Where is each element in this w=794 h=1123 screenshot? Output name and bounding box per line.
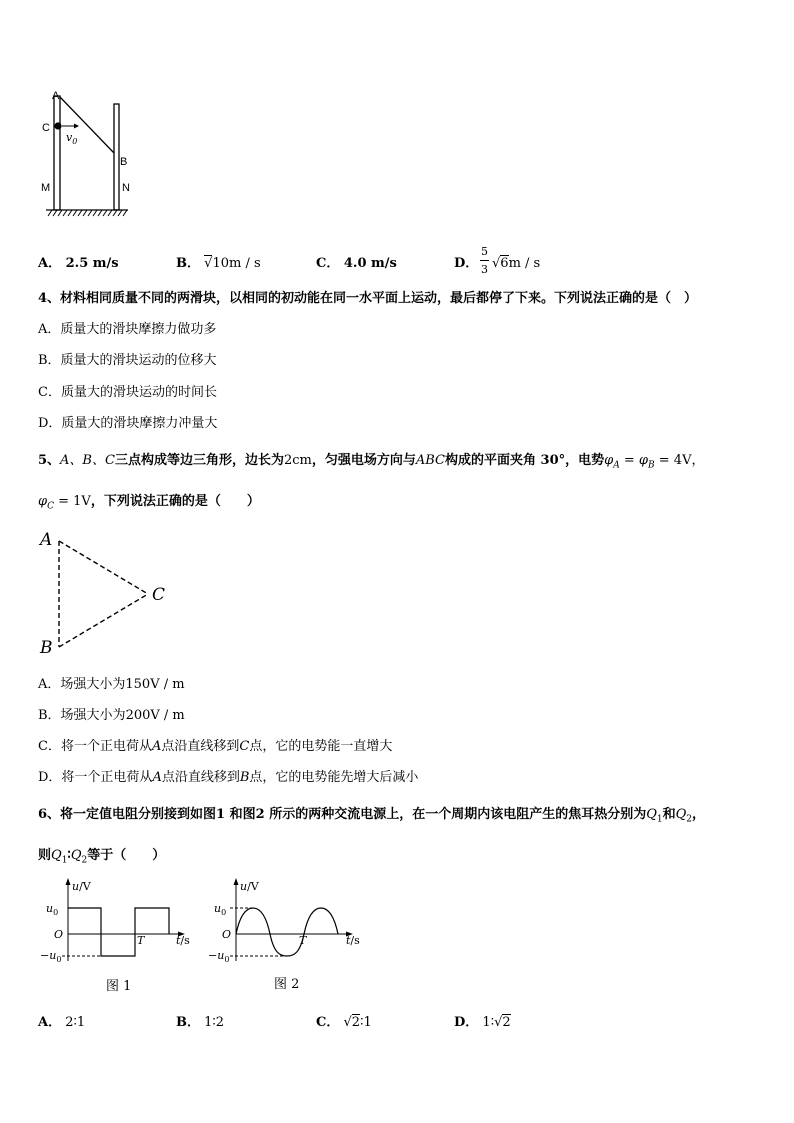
q4-option-a: A．质量大的滑块摩擦力做功多 <box>38 322 217 337</box>
fig2-caption: 图 2 <box>274 977 300 992</box>
q6-stem-line2: 则$Q_1∶Q_2$等于（ ） <box>38 848 166 866</box>
u0-label-2: $u_0$ <box>214 902 227 918</box>
neg-u0-label: $-u_0$ <box>40 949 62 965</box>
q3-option-c: C． 4.0 m/s <box>316 256 397 271</box>
axis-t-label: t/s <box>176 934 190 947</box>
neg-u0-label-2: $-u_0$ <box>208 949 230 965</box>
label-a: A <box>52 90 60 102</box>
origin-label-2: O <box>222 928 232 941</box>
period-label-2: T <box>299 934 307 947</box>
triangle-label-c: C <box>152 585 166 605</box>
graph-square-wave <box>40 875 200 1005</box>
q3-option-a: A． 2.5 m/s <box>38 256 119 271</box>
period-label: T <box>137 934 145 947</box>
axis-u-label-2: u/V <box>240 880 259 893</box>
axis-t-label-2: t/s <box>346 934 360 947</box>
triangle-label-b: B <box>40 638 53 658</box>
axis-u-label: u/V <box>72 880 91 893</box>
q6-option-b: B． 1∶2 <box>176 1015 225 1030</box>
q5-option-d: D．将一个正电荷从A点沿直线移到B点，它的电势能先增大后减小 <box>38 770 419 785</box>
q6-option-a: A． 2∶1 <box>38 1015 86 1030</box>
q4-option-c: C．质量大的滑块运动的时间长 <box>38 385 217 400</box>
q6-option-c: C． √2∶1 <box>316 1015 372 1030</box>
q5-stem-line2: $\varphi_C = 1V$，下列说法正确的是（ ） <box>38 494 260 512</box>
q5-stem-line1: 5、A、B、C三点构成等边三角形，边长为2cm，匀强电场方向与ABC构成的平面夹角 30°，电势$\varphi_A = \varphi_B = 4V$， <box>38 453 705 471</box>
q3-option-d: D． 5 3 √6m / s <box>454 245 541 276</box>
figure-poles <box>38 88 148 218</box>
fig1-caption: 图 1 <box>106 979 132 994</box>
q4-stem: 4、材料相同质量不同的两滑块，以相同的初动能在同一水平面上运动，最后都停了下来。下列说法正确的是（ ） <box>38 291 698 306</box>
graph-sine-wave <box>208 875 374 1005</box>
q5-option-c: C．将一个正电荷从A点沿直线移到C点，它的电势能一直增大 <box>38 739 393 754</box>
u0-label: $u_0$ <box>46 902 59 918</box>
q3-option-b: B． √10m / s <box>176 256 261 271</box>
origin-label: O <box>54 928 64 941</box>
label-n: N <box>122 182 130 194</box>
q5-option-a: A．场强大小为150V / m <box>38 677 185 692</box>
label-m: M <box>41 182 51 194</box>
label-b: B <box>120 156 128 168</box>
triangle-label-a: A <box>40 530 53 550</box>
q4-option-b: B．质量大的滑块运动的位移大 <box>38 353 217 368</box>
label-v0: $v_0$ <box>66 131 78 147</box>
label-c: C <box>42 122 50 134</box>
figure-triangle <box>36 530 176 660</box>
q6-option-d: D． 1∶√2 <box>454 1015 511 1030</box>
q5-option-b: B．场强大小为200V / m <box>38 708 185 723</box>
q4-option-d: D．质量大的滑块摩擦力冲量大 <box>38 416 218 431</box>
q6-stem-line1: 6、将一定值电阻分别接到如图1 和图2 所示的两种交流电源上，在一个周期内该电阻产生的焦耳热分别为$Q_1$和$Q_2$， <box>38 807 706 825</box>
